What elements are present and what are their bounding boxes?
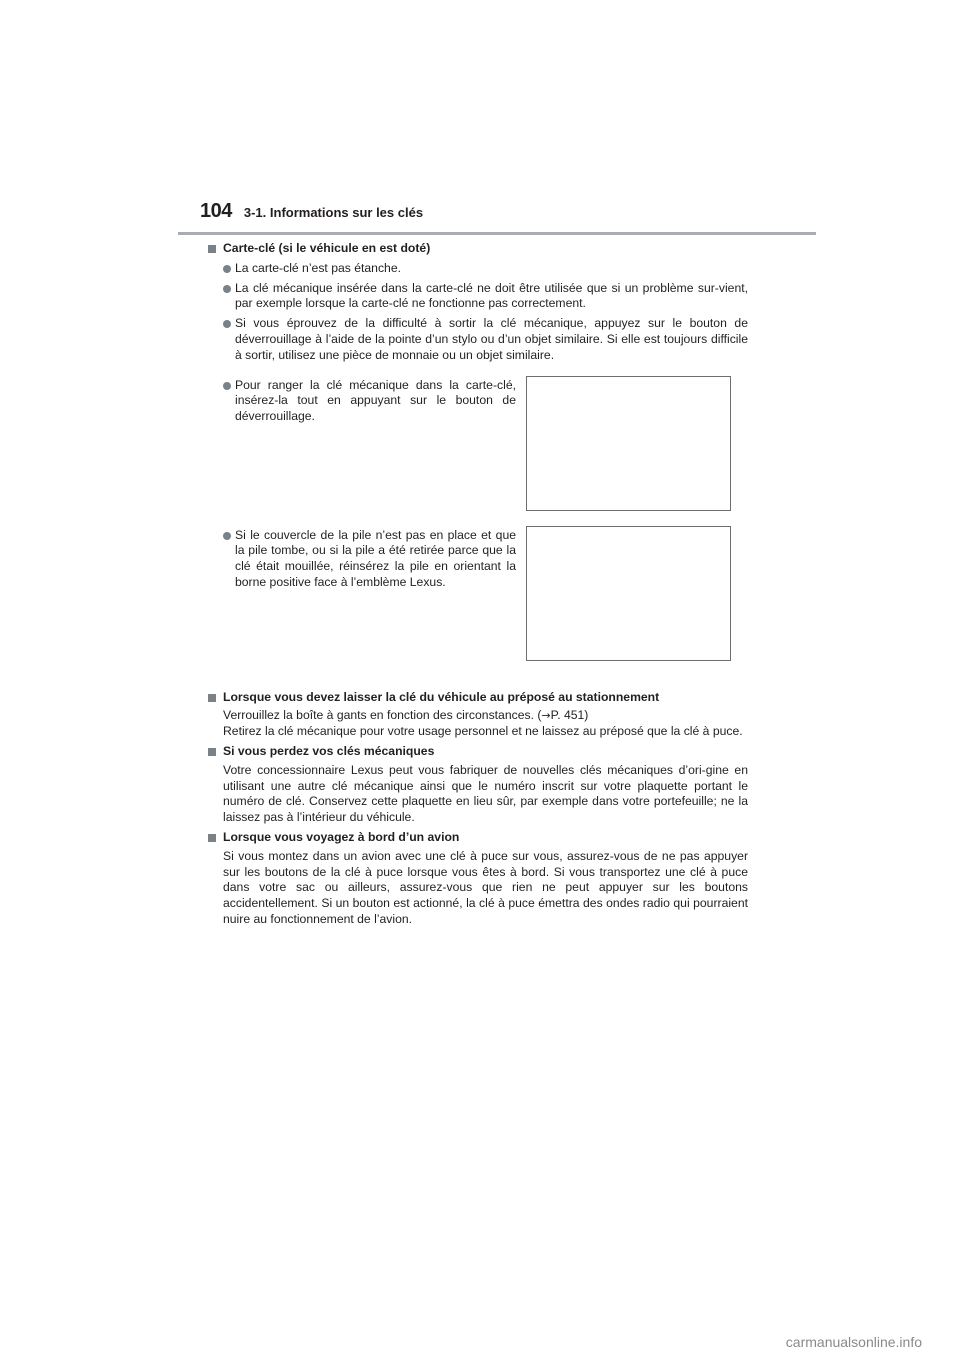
paragraph: Si vous montez dans un avion avec une clé à puce sur vous, assurez-vous de ne pas appuyer sur les boutons de la clé à puce lorsque vous êtes à bord. Si vous transportez une clé à puce dans votre sac ou ailleurs, assurez-vous que rien ne peut appuyer sur les boutons accidentellement. Si un bouton est actionné, la clé à puce émettra des ondes radio qui pourraient nuire au fonctionnement de l’avion.	[223, 848, 748, 926]
round-bullet-icon	[223, 265, 231, 273]
heading-lost-keys	[208, 744, 748, 760]
square-bullet-icon	[208, 834, 216, 842]
bullet-item	[223, 316, 748, 363]
bullet-text: La carte-clé n’est pas étanche.	[235, 260, 401, 275]
paragraph	[223, 708, 748, 724]
bullet-with-figure	[208, 528, 748, 690]
section-title: 3-1. Informations sur les clés	[243, 205, 424, 220]
header-rule	[178, 232, 816, 235]
paragraph: Votre concessionnaire Lexus peut vous fabriquer de nouvelles clés mécaniques d’ori-gine en utilisant une autre clé mécanique ainsi que le numéro inscrit sur votre plaquette portant le numéro de clé. Conservez cette plaquette en lieu sûr, par exemple dans votre portefeuille; ne la laissez pas à l’intérieur du véhicule.	[223, 762, 748, 825]
bullet-with-figure	[208, 378, 748, 528]
bullet-text: Si vous éprouvez de la difficulté à sortir la clé mécanique, appuyez sur le bouton de déverrouillage à l’aide de la pointe d’un stylo ou d’un objet similaire. Si elle est toujours difficile à sortir, utilisez une pièce de monnaie ou un objet similaire.	[235, 316, 748, 362]
round-bullet-icon	[223, 382, 231, 390]
bullet-text: Si le couvercle de la pile n’est pas en place et que la pile tombe, ou si la pile a été retirée parce que la clé était mouillée, réinsérez la pile en orientant la borne positive face à l’emblème Lexus.	[235, 527, 516, 589]
illustration-box	[526, 526, 731, 661]
bullet-text: La clé mécanique insérée dans la carte-clé ne doit être utilisée que si un problème sur-vient, par exemple lorsque la carte-clé ne fonctionne pas correctement.	[235, 280, 748, 311]
heading-text: Lorsque vous devez laisser la clé du véhicule au préposé au stationnement	[223, 689, 660, 704]
heading-airplane	[208, 830, 748, 846]
page-content	[208, 241, 748, 928]
square-bullet-icon	[208, 748, 216, 756]
page-header	[200, 200, 423, 230]
heading-valet	[208, 690, 748, 706]
heading-card-key	[208, 241, 748, 257]
round-bullet-icon	[223, 532, 231, 540]
round-bullet-icon	[223, 285, 231, 293]
square-bullet-icon	[208, 245, 216, 253]
bullet-item	[223, 528, 516, 591]
watermark: carmanualsonline.info	[785, 1334, 922, 1350]
round-bullet-icon	[223, 320, 231, 328]
illustration-box	[526, 376, 731, 511]
square-bullet-icon	[208, 694, 216, 702]
heading-text: Lorsque vous voyagez à bord d’un avion	[223, 829, 460, 844]
arrow-icon: →	[541, 709, 551, 723]
bullet-item	[223, 378, 516, 425]
heading-text: Carte-clé (si le véhicule en est doté)	[223, 241, 431, 255]
bullet-text: Pour ranger la clé mécanique dans la carte-clé, insérez-la tout en appuyant sur le bouton de déverrouillage.	[235, 377, 516, 424]
bullet-item	[223, 281, 748, 313]
page-reference: P. 451)	[550, 708, 589, 723]
heading-text: Si vous perdez vos clés mécaniques	[223, 743, 435, 758]
paragraph: Retirez la clé mécanique pour votre usage personnel et ne laissez au préposé que la clé à puce.	[223, 724, 743, 739]
paragraph-text: Verrouillez la boîte à gants en fonction des circonstances. (	[223, 708, 542, 723]
page-number: 104	[200, 200, 232, 222]
bullet-item	[223, 261, 748, 277]
